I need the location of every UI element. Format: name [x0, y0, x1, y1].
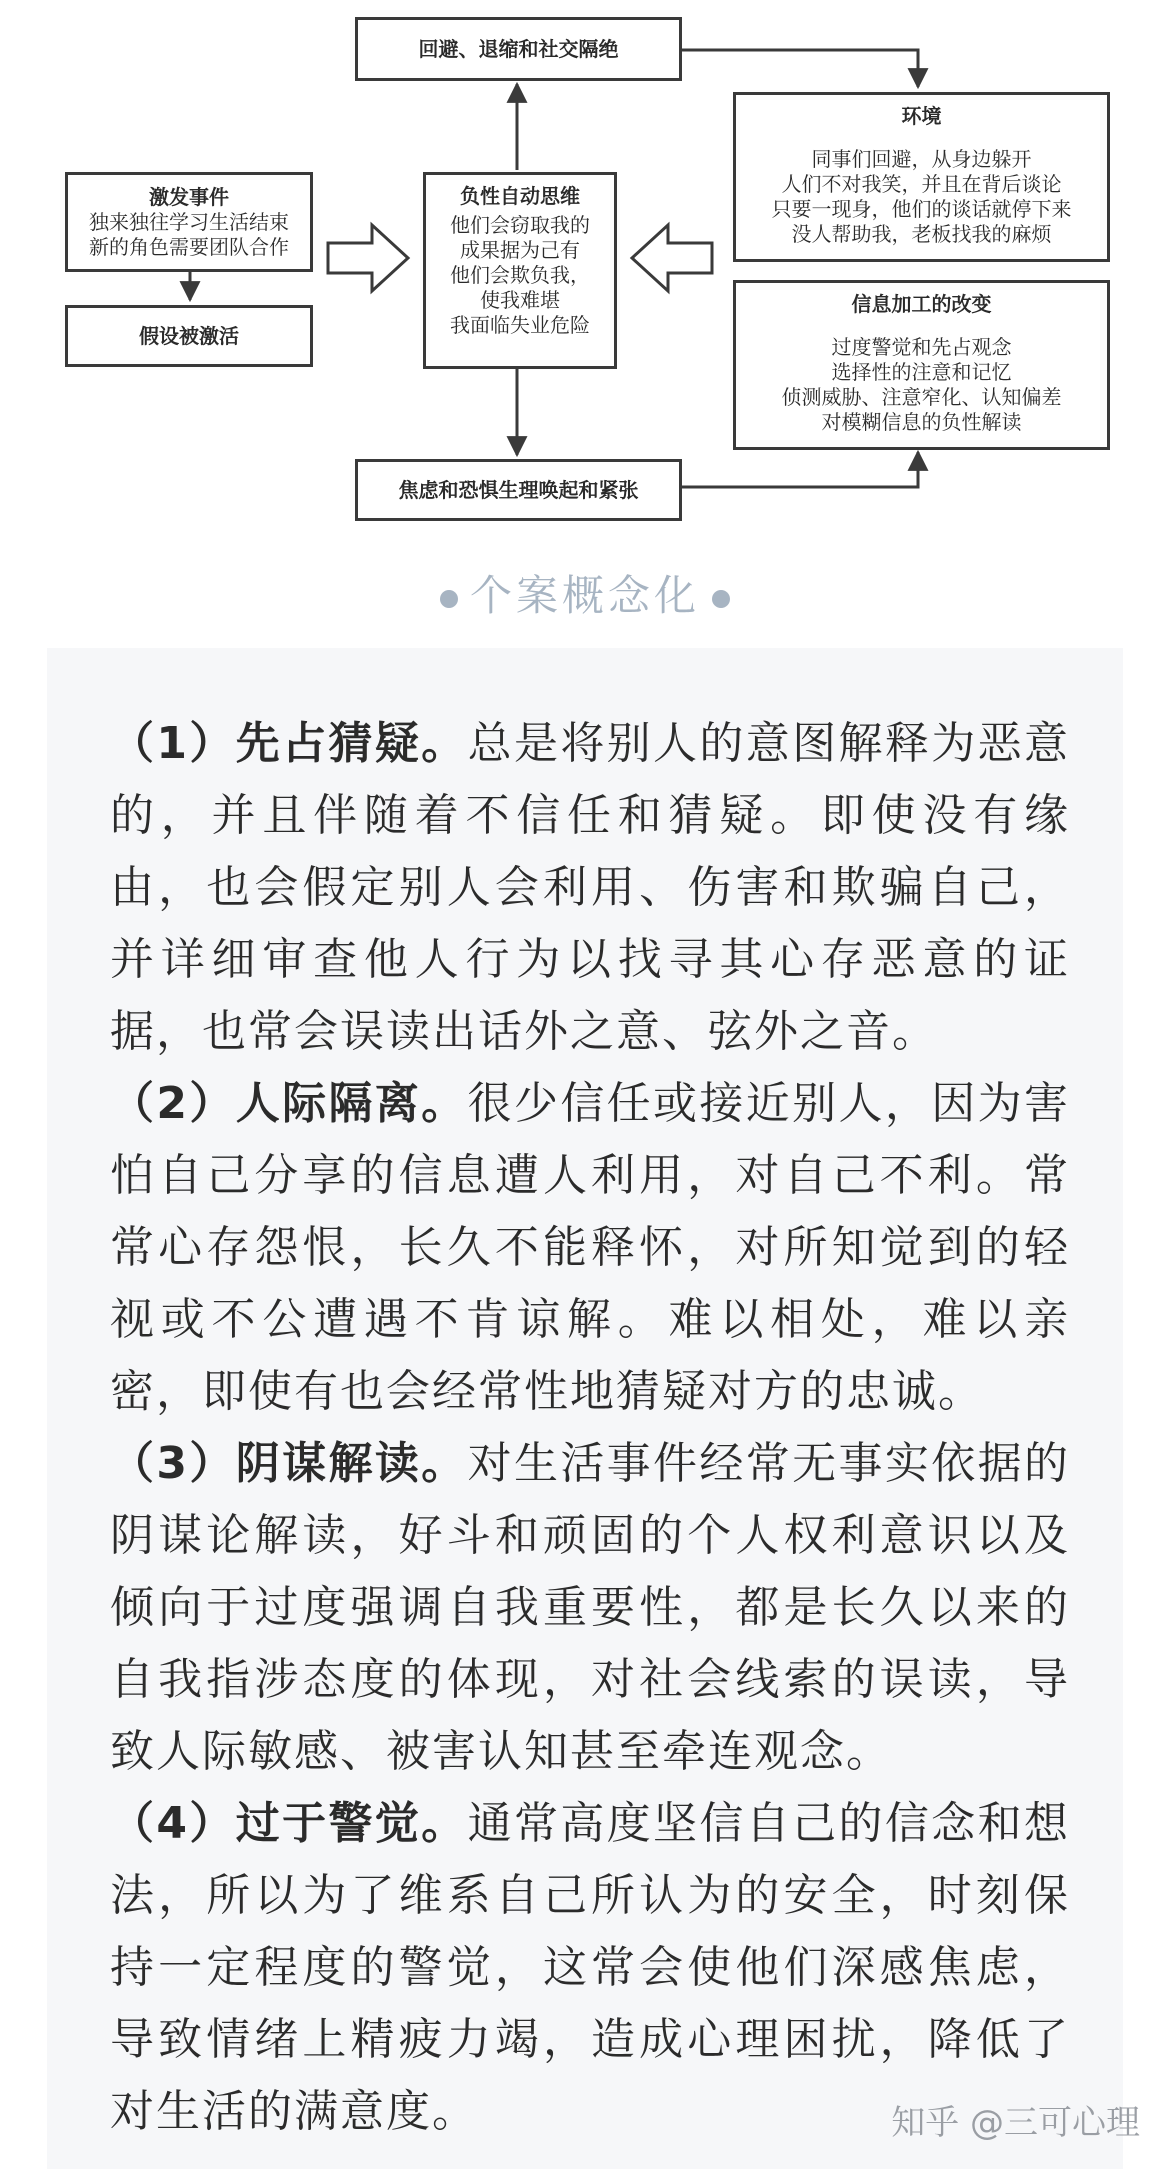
env-line: 同事们回避，从身边躲开 — [811, 147, 1032, 171]
concept-diagram — [0, 0, 1170, 540]
nat-line: 他们会窃取我的 — [450, 213, 590, 237]
box-avoid-title: 回避、退缩和社交隔绝 — [418, 37, 619, 61]
paragraph-body: 对生活事件经常无事实依据的阴谋论解读，好斗和顽固的个人权利意识以及倾向于过度强调自我重要性，都是长久以来的自我指涉态度的体现，对社会线索的误读，导致人际敏感、被害认知甚至牵连观念。 — [110, 1438, 1071, 1777]
block-arrow-right — [328, 225, 408, 291]
env-line: 人们不对我笑，并且在背后谈论 — [781, 172, 1062, 196]
info-line: 侦测威胁、注意窄化、认知偏差 — [781, 385, 1062, 409]
block-arrow-left — [632, 225, 712, 291]
env-line: 只要一现身，他们的谈话就停下来 — [771, 197, 1072, 221]
paragraph-number: （2） — [110, 1078, 236, 1129]
box-info-processing-title: 信息加工的改变 — [851, 292, 992, 316]
caption-text: 个案概念化 — [469, 571, 700, 620]
box-environment-title: 环境 — [901, 104, 942, 128]
nat-line: 我面临失业危险 — [450, 313, 590, 337]
nat-line: 成果据为己有 — [460, 238, 580, 262]
paragraph-heading: 先占猜疑。 — [235, 718, 468, 769]
nat-line: 他们会欺负我， — [450, 263, 590, 287]
paragraph-heading: 阴谋解读。 — [235, 1438, 468, 1489]
watermark: 知乎 @三可心理 — [891, 2103, 1140, 2143]
arrow-avoid-to-env — [682, 50, 918, 87]
caption-dot-left — [440, 590, 458, 608]
paragraph-body: 通常高度坚信自己的信念和想法，所以为了维系自己所认为的安全，时刻保持一定程度的警觉，这常会使他们深感焦虑，导致情绪上精疲力竭，造成心理困扰，降低了对生活的满意度。 — [110, 1798, 1071, 2137]
article-body — [110, 708, 1070, 2148]
info-line: 过度警觉和先占观念 — [831, 335, 1012, 359]
box-anxiety — [355, 459, 682, 521]
box-info-processing — [733, 280, 1110, 450]
trigger-line: 新的角色需要团队合作 — [89, 235, 289, 259]
paragraph-body: 总是将别人的意图解释为恶意的，并且伴随着不信任和猜疑。即使没有缘由，也会假定别人会利用、伤害和欺骗自己，并详细审查他人行为以找寻其心存恶意的证据，也常会误读出话外之意、弦外之音。 — [110, 718, 1071, 1057]
box-avoid — [355, 17, 682, 81]
env-line: 没人帮助我，老板找我的麻烦 — [791, 222, 1052, 246]
box-negative-thoughts — [423, 172, 617, 369]
paragraph — [110, 1428, 1070, 1788]
box-anxiety-title: 焦虑和恐惧生理唤起和紧张 — [398, 478, 639, 502]
paragraph-body: 很少信任或接近别人，因为害怕自己分享的信息遭人利用，对自己不利。常常心存怨恨，长久不能释怀，对所知觉到的轻视或不公遭遇不肯谅解。难以相处，难以亲密，即使有也会经常性地猜疑对方的忠诚。 — [110, 1078, 1071, 1417]
paragraph-number: （1） — [110, 718, 236, 769]
info-line: 对模糊信息的负性解读 — [821, 410, 1022, 434]
caption-dot-right — [712, 590, 730, 608]
paragraph — [110, 708, 1070, 1068]
paragraph-heading: 过于警觉。 — [235, 1798, 468, 1849]
paragraph-number: （3） — [110, 1438, 236, 1489]
paragraph — [110, 1068, 1070, 1428]
trigger-line: 独来独往学习生活结束 — [89, 210, 289, 234]
box-trigger — [65, 172, 313, 272]
nat-line: 使我难堪 — [480, 288, 560, 312]
box-negative-thoughts-title: 负性自动思维 — [460, 184, 580, 208]
paragraph — [110, 1788, 1070, 2148]
paragraph-heading: 人际隔离。 — [235, 1078, 468, 1129]
box-assumption-title: 假设被激活 — [139, 324, 239, 348]
info-line: 选择性的注意和记忆 — [831, 360, 1012, 384]
arrow-anxiety-to-info — [682, 452, 918, 487]
box-trigger-title: 激发事件 — [149, 185, 229, 209]
diagram-caption — [0, 563, 1170, 623]
paragraph-number: （4） — [110, 1798, 236, 1849]
box-assumption — [65, 305, 313, 367]
box-environment — [733, 92, 1110, 262]
